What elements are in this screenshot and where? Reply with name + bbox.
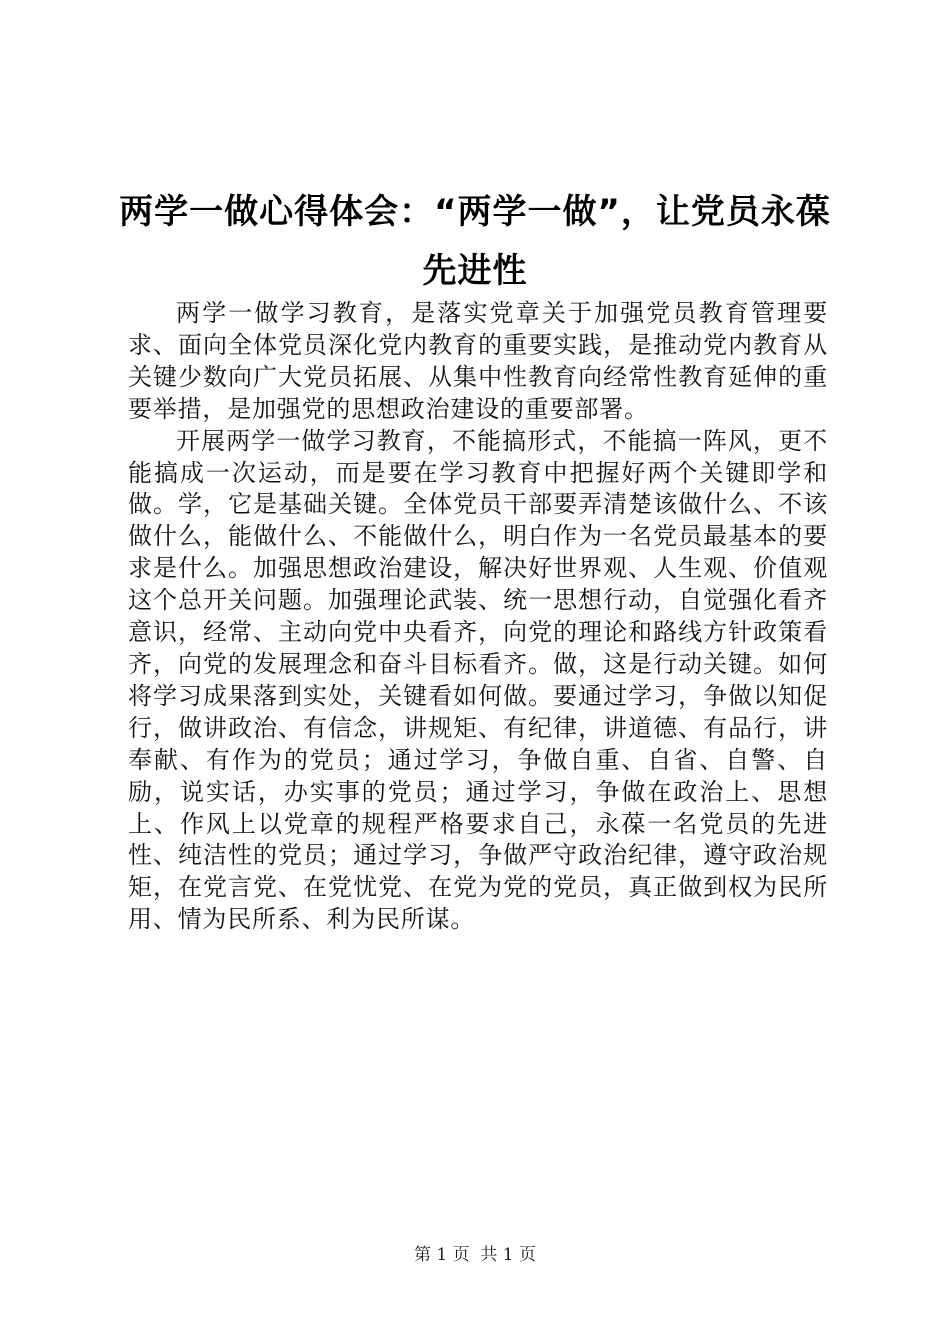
document-title: 两学一做心得体会：“两学一做”，让党员永葆先进性 (119, 192, 831, 291)
body-paragraph-1: 两学一做学习教育，是落实党章关于加强党员教育管理要求、面向全体党员深化党内教育的重要实践，是推动党内教育从关键少数向广大党员拓展、从集中性教育向经常性教育延伸的重要举措，是加强党的思想政治建设的重要部署。 (128, 299, 828, 423)
body-paragraph-2: 开展两学一做学习教育，不能搞形式，不能搞一阵风，更不能搞成一次运动，而是要在学习教育中把握好两个关键即学和做。学，它是基础关键。全体党员干部要弄清楚该做什么、不该做什么，能做什么、不能做什么，明白作为一名党员最基本的要求是什么。加强思想政治建设，解决好世界观、人生观、价值观这个总开关问题。加强理论武装、统一思想行动，自觉强化看齐意识，经常、主动向党中央看齐，向党的理论和路线方针政策看齐，向党的发展理念和奋斗目标看齐。做，这是行动关键。如何将学习成果落到实处，关键看如何做。要通过学习，争做以知促行，做讲政治、有信念，讲规矩、有纪律，讲道德、有品行，讲奉献、有作为的党员；通过学习，争做自重、自省、自警、自励，说实话，办实事的党员；通过学习，争做在政治上、思想上、作风上以党章的规程严格要求自己，永葆一名党员的先进性、纯洁性的党员；通过学习，争做严守政治纪律，遵守政治规矩，在党言党、在党忧党、在党为党的党员，真正做到权为民所用、情为民所系、利为民所谋。 (128, 426, 828, 934)
page-number-label: 第 1 页 共 1 页 (413, 1245, 537, 1265)
page-footer (0, 1245, 950, 1265)
document-body (128, 298, 828, 936)
